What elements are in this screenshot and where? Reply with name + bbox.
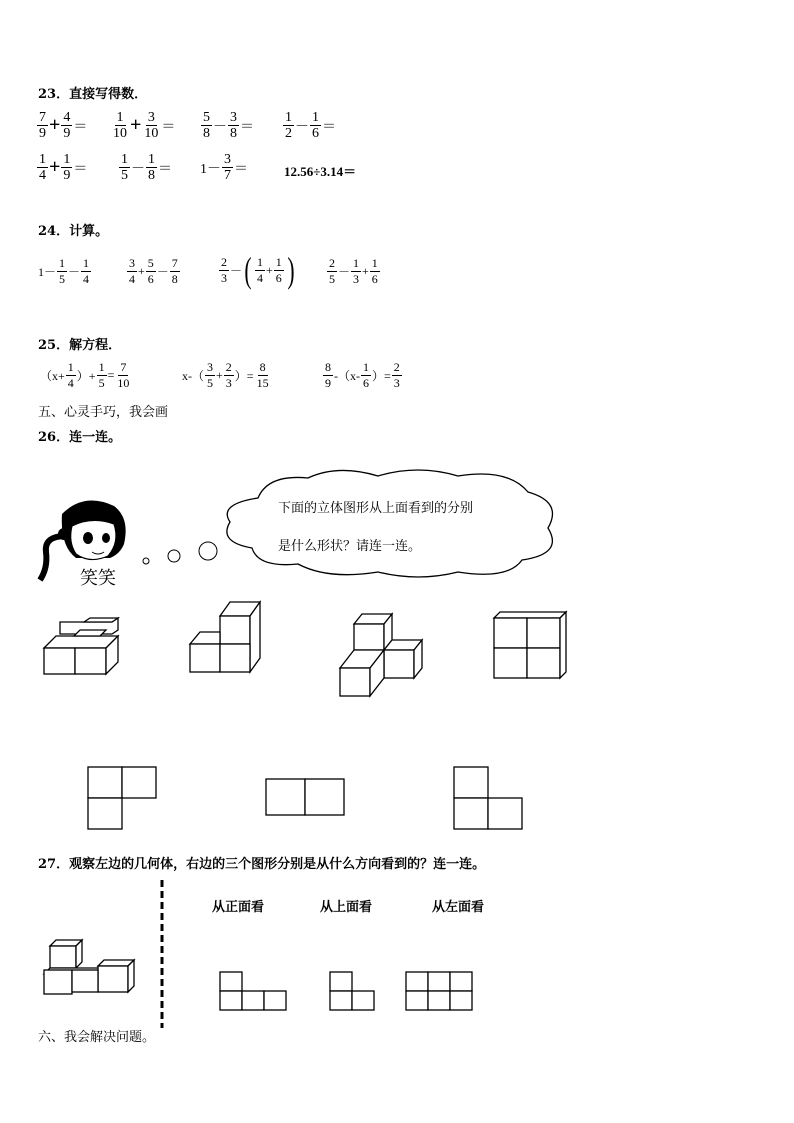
view-shape-3 [452,764,528,834]
label-top-view: 从上面看 [320,900,373,915]
speech-cloud [218,468,564,580]
q24-expr-1: 1－ $\frac{1}{5}$ － $\frac{1}{4}$ [38,256,90,286]
q25-eq-2: x-（ $\frac{3}{5}$ + $\frac{2}{3}$ ）= $\frac{8}{15}$ [182,360,269,390]
q27-view-2 [328,970,378,1014]
q25-eq-1: （x+ $\frac{1}{4}$ ）+ $\frac{1}{5}$ = $\frac{7}{10}$ [40,360,130,390]
section-6-heading: 六、我会解决问题。 [38,1030,156,1045]
q23-title: 23．直接写得数． [38,87,148,102]
girl-caption: 笑笑 [80,568,116,589]
view-shape-1 [86,764,162,834]
solid-3 [336,610,426,700]
q25-title: 25．解方程． [38,338,122,353]
q27-solid [40,938,144,998]
solid-4 [490,610,570,682]
q26-title: 26．连一连。 [38,430,122,445]
q25-eq-3: $\frac{8}{9}$ -（x- $\frac{1}{6}$ ）= $\frac{2}{3}$ [325,360,400,390]
q23-item-2: $\frac{1}{10}$ + $\frac{3}{10}$ ＝ [113,110,176,141]
label-front-view: 从正面看 [212,900,265,915]
q27-view-1 [218,970,290,1014]
q23-item-6: $\frac{1}{5}$ － $\frac{1}{8}$ ＝ [121,152,172,183]
q23-item-4: $\frac{1}{2}$ － $\frac{1}{6}$ ＝ [285,110,336,141]
view-shape-2 [264,776,348,820]
q23-item-7: 1－ $\frac{3}{7}$ ＝ [200,152,248,183]
cloud-text-1: 下面的立体图形从上面看到的分别 [278,501,474,516]
q27-view-3 [404,970,476,1014]
thought-dots [140,540,220,570]
q24-expr-2: $\frac{3}{4}$ + $\frac{5}{6}$ － $\frac{7}{8}$ [129,256,178,286]
section-5-heading: 五、心灵手巧，我会画 [38,405,169,420]
q24-expr-4: $\frac{2}{5}$ － $\frac{1}{3}$ + $\frac{1}{6}$ [329,256,378,286]
label-left-view: 从左面看 [432,900,485,915]
solid-2 [186,600,266,678]
q23-item-3: $\frac{5}{8}$ － $\frac{3}{8}$ ＝ [203,110,254,141]
q23-item-1: $\frac{7}{9}$ + $\frac{4}{9}$ ＝ [39,110,88,141]
q23-decimal: 12.56÷3.14＝ [284,164,357,179]
dashed-divider [158,878,166,1030]
solid-1 [40,618,130,678]
q23-item-5: $\frac{1}{4}$ + $\frac{1}{9}$ ＝ [39,152,88,183]
q24-title: 24．计算。 [38,224,109,239]
q24-expr-3: $\frac{2}{3}$ － ( $\frac{1}{4}$ + $\frac{1}{6}$ ) [221,250,295,290]
cloud-text-2: 是什么形状？请连一连。 [278,539,422,554]
q27-title: 27．观察左边的几何体，右边的三个图形分别是从什么方向看到的？连一连。 [38,857,486,872]
